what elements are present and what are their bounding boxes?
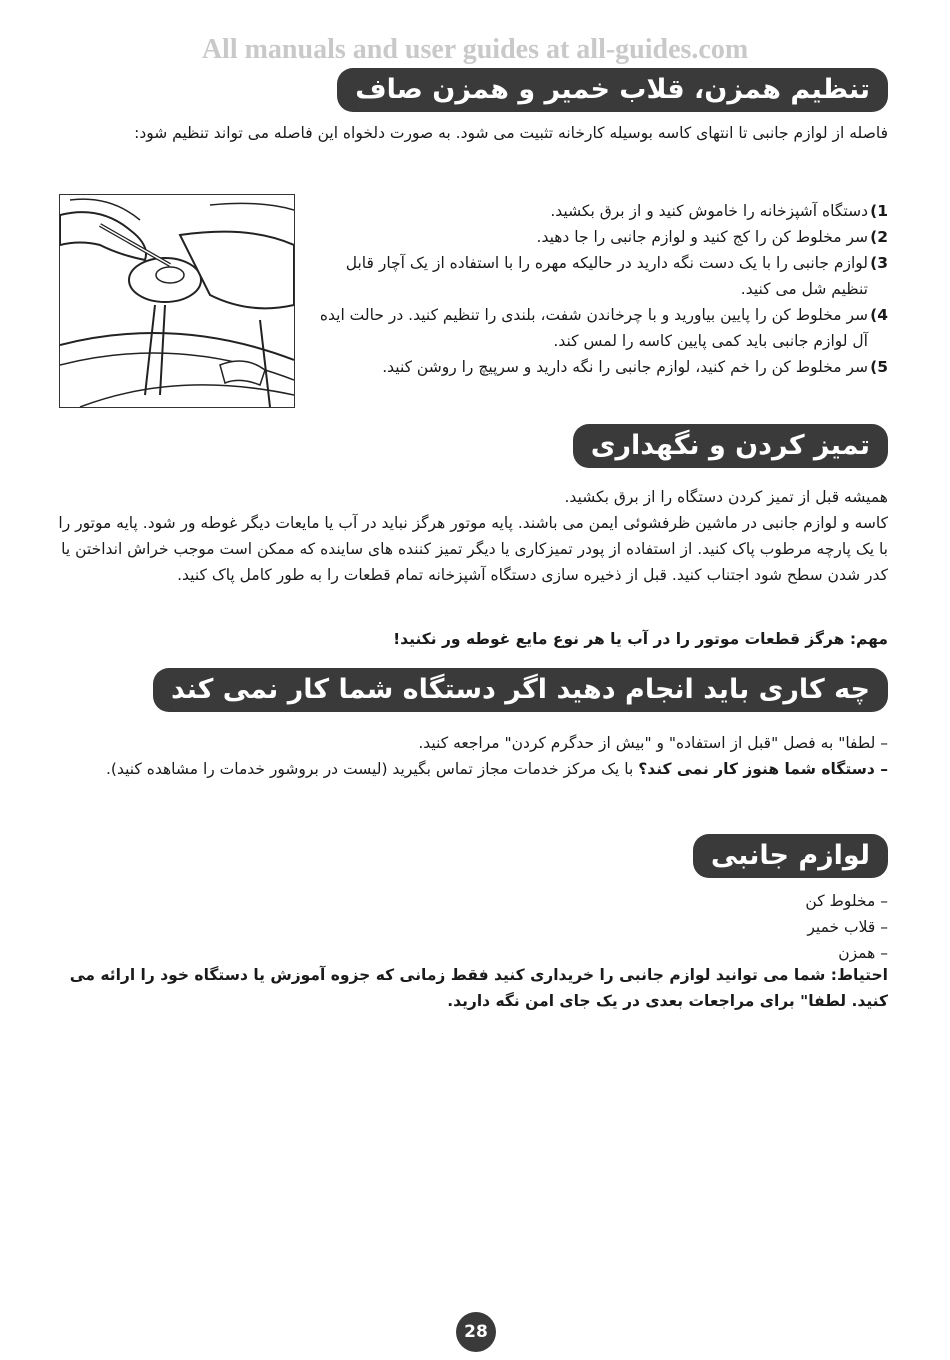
mixer-beater-drawing	[60, 195, 294, 407]
step-2	[306, 224, 888, 250]
caution-note: احتیاط: شما می توانید لوازم جانبی را خریداری کنید فقط زمانی که جزوه آموزش یا دستگاه خود را ارائه می کنید. لطفا" برای مراجعات بعدی در یک جای امن نگه دارید.	[69, 966, 888, 1010]
step-number: 3)	[870, 254, 888, 272]
section-title-accessories: لوازم جانبی	[693, 834, 888, 878]
list-item: – مخلوط کن	[805, 892, 888, 910]
step-text: سر مخلوط کن را کج کنید و لوازم جانبی را جا دهید.	[536, 228, 868, 246]
watermark: All manuals and user guides at all-guides.com	[201, 34, 749, 65]
list-item: – قلاب خمیر	[807, 918, 888, 936]
help-line-2	[58, 756, 888, 782]
adjustment-illustration	[59, 194, 295, 408]
step-number: 2)	[870, 228, 888, 246]
help-line-2-rest: با یک مرکز خدمات مجاز تماس بگیرید (لیست در بروشور خدمات را مشاهده کنید).	[105, 760, 639, 778]
page-number: 28	[456, 1312, 496, 1352]
step-number: 4)	[870, 306, 888, 324]
step-text: سر مخلوط کن را خم کنید، لوازم جانبی را نگه دارید و سرپیچ را روشن کنید.	[382, 358, 868, 376]
step-text: لوازم جانبی را با یک دست نگه دارید در حالیکه مهره را با استفاده از یک آچار قابل تنظیم شل می کنید.	[345, 254, 868, 298]
clean-line-2: کاسه و لوازم جانبی در ماشین ظرفشوئی ایمن می باشند. پایه موتور هرگز نباید در آب یا مایعات دیگر غوطه ور شود. پایه موتور را با یک پارچه مرطوب پاک کنید. از استفاده از پودر تمیزکاری یا دیگر تمیز کننده های ساینده که ممکن است موجب خراش انداختن یا کدر شدن سطح شود اجتناب کنید. قبل از ذخیره سازی دستگاه آشپزخانه تمام قطعات را به طور کامل پاک کنید.	[58, 514, 888, 584]
section-title-clean: تمیز کردن و نگهداری	[573, 424, 888, 468]
help-line-1: – لطفا" به فصل "قبل از استفاده" و "بیش از حدگرم کردن" مراجعه کنید.	[418, 734, 888, 752]
step-text: دستگاه آشپزخانه را خاموش کنید و از برق بکشید.	[550, 202, 868, 220]
step-4	[306, 302, 888, 354]
step-5	[306, 354, 888, 380]
clean-line-1: همیشه قبل از تمیز کردن دستگاه را از برق بکشید.	[564, 488, 888, 506]
step-text: سر مخلوط کن را پایین بیاورید و با چرخاندن شفت، بلندی را تنظیم کنید. در حالت ایده آل لوازم جانبی باید کمی پایین کاسه را لمس کند.	[319, 306, 868, 350]
step-1	[306, 198, 888, 224]
help-text	[58, 730, 888, 782]
help-line-2-bold: – دستگاه شما هنوز کار نمی کند؟	[638, 760, 888, 778]
step-number: 5)	[870, 358, 888, 376]
section-title-help: چه کاری باید انجام دهید اگر دستگاه شما کار نمی کند	[153, 668, 888, 712]
important-note: مهم: هرگز قطعات موتور را در آب یا هر نوع مایع غوطه ور نکنید!	[393, 630, 888, 648]
step-3	[306, 250, 888, 302]
accessory-list	[58, 888, 888, 966]
step-number: 1)	[870, 202, 888, 220]
list-item: – همزن	[838, 944, 888, 962]
adjust-intro: فاصله از لوازم جانبی تا انتهای کاسه بوسیله کارخانه تثبیت می شود. به صورت دلخواه این فاصله می تواند تنظیم شود:	[134, 124, 888, 142]
section-title-adjust: تنظیم همزن، قلاب خمیر و همزن صاف	[337, 68, 888, 112]
adjust-steps	[306, 198, 888, 380]
clean-text	[58, 484, 888, 588]
